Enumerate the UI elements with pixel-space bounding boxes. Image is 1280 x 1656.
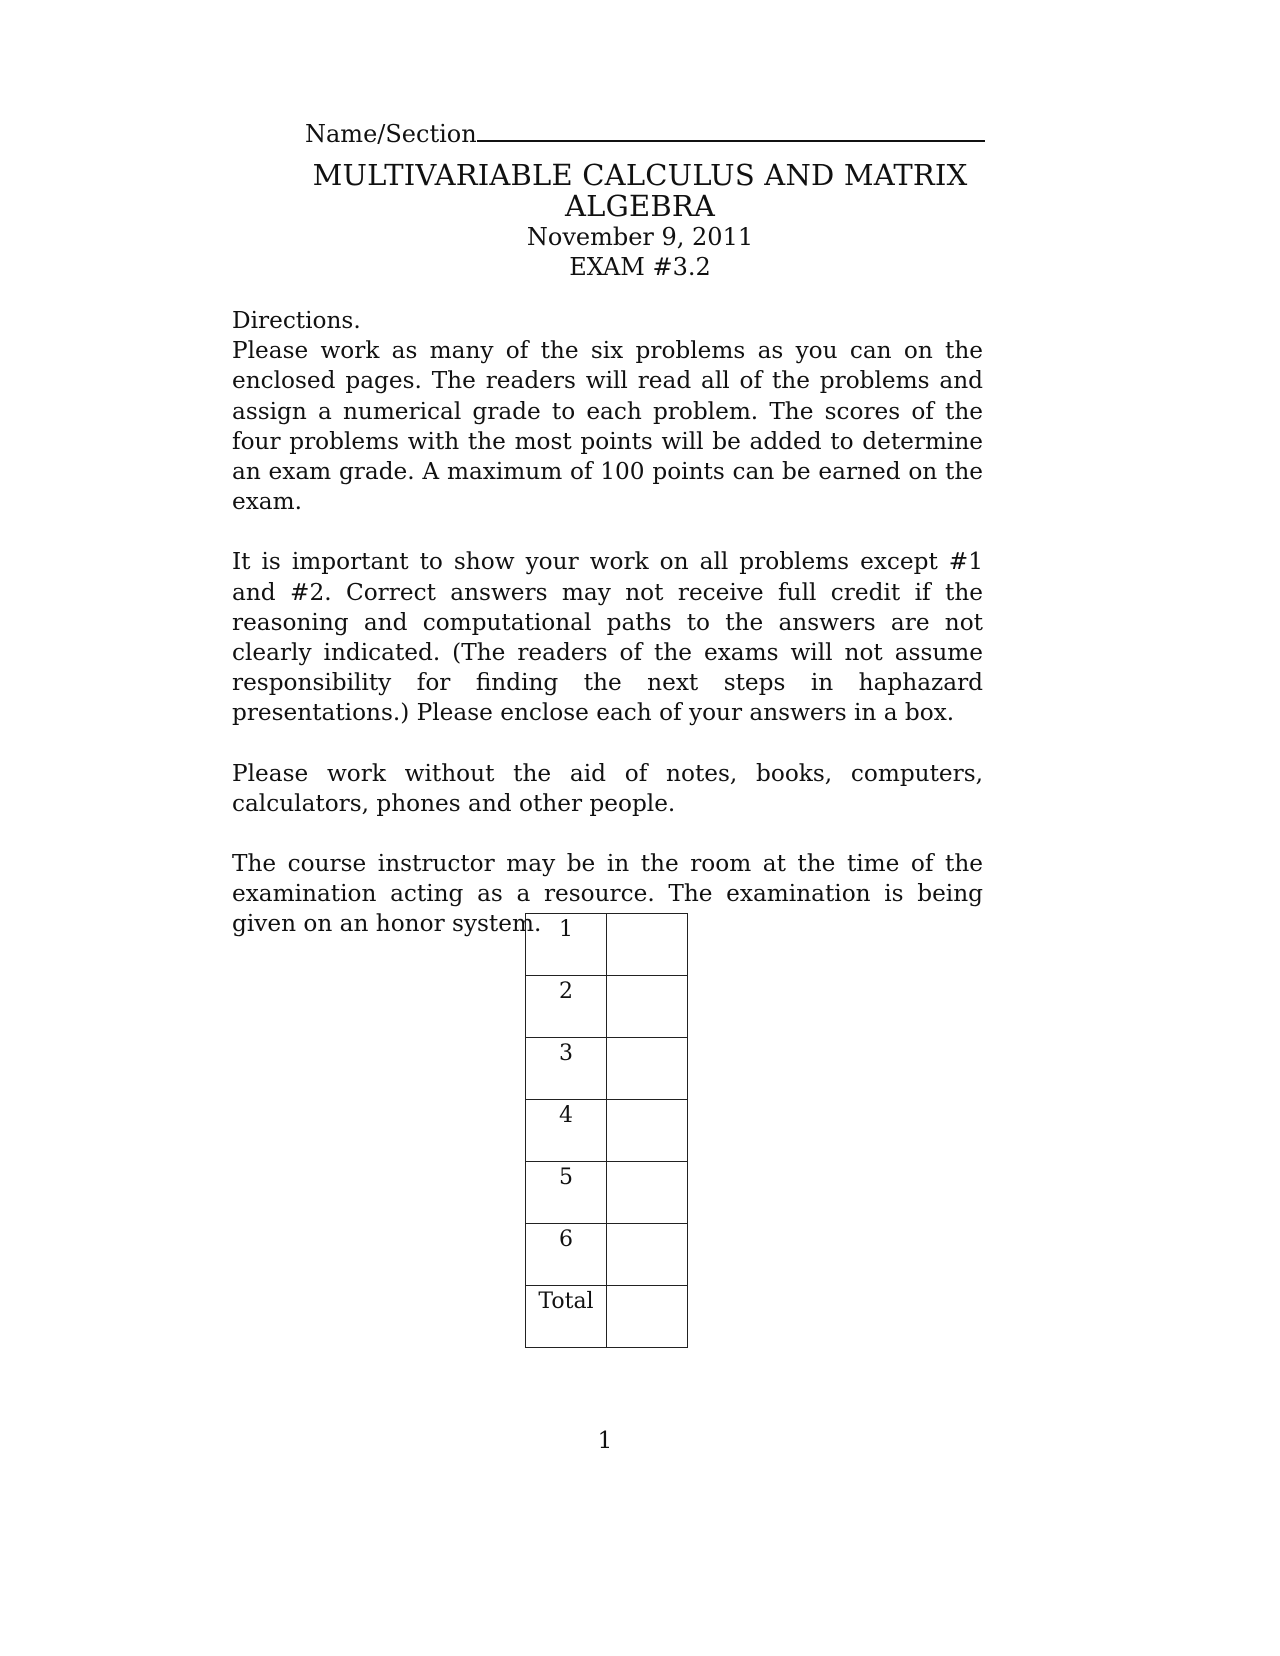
score-row xyxy=(526,1038,688,1100)
score-row xyxy=(526,914,688,976)
course-title-line1: MULTIVARIABLE CALCULUS AND MATRIX xyxy=(312,158,968,192)
score-cell xyxy=(607,1162,688,1224)
directions-section xyxy=(232,306,983,970)
name-section-label: Name/Section xyxy=(305,120,477,148)
name-section-blank xyxy=(477,116,985,142)
directions-heading: Directions. xyxy=(232,307,361,334)
name-section-line xyxy=(305,112,985,148)
score-cell xyxy=(607,1224,688,1286)
directions-paragraph-2: It is important to show your work on all problems except #1 and #2. Correct answers may not receive full credit if the reasoning and computational paths to the answers are not clearly indicated. (The readers of the exams will not assume responsibility for finding the next steps in haphazard presentations.) Please enclose each of your answers in a box. xyxy=(232,548,983,727)
score-cell xyxy=(607,1038,688,1100)
exam-date: November 9, 2011 xyxy=(526,223,754,251)
problem-label: 2 xyxy=(526,976,607,1038)
score-row xyxy=(526,976,688,1038)
course-title-line2: ALGEBRA xyxy=(564,189,716,223)
total-label: Total xyxy=(526,1286,607,1348)
score-row xyxy=(526,1162,688,1224)
score-table xyxy=(525,913,688,1348)
problem-label: 6 xyxy=(526,1224,607,1286)
exam-number: EXAM #3.2 xyxy=(569,253,711,281)
page-number: 1 xyxy=(597,1428,613,1454)
total-row xyxy=(526,1286,688,1348)
problem-label: 3 xyxy=(526,1038,607,1100)
score-row xyxy=(526,1100,688,1162)
score-cell xyxy=(607,976,688,1038)
directions-paragraph-1: Please work as many of the six problems as you can on the enclosed pages. The readers will read all of the problems and assign a numerical grade to each problem. The scores of the four problems with the most points will be added to determine an exam grade. A maximum of 100 points can be earned on the exam. xyxy=(232,337,983,516)
problem-label: 4 xyxy=(526,1100,607,1162)
directions-paragraph-4: The course instructor may be in the room at the time of the examination acting as a resource. The examination is being given on an honor system. xyxy=(232,850,983,938)
score-cell xyxy=(607,914,688,976)
problem-label: 5 xyxy=(526,1162,607,1224)
total-score-cell xyxy=(607,1286,688,1348)
score-cell xyxy=(607,1100,688,1162)
problem-label: 1 xyxy=(526,914,607,976)
score-row xyxy=(526,1224,688,1286)
directions-paragraph-3: Please work without the aid of notes, books, computers, calculators, phones and other people. xyxy=(232,759,983,817)
title-block xyxy=(200,160,1080,282)
